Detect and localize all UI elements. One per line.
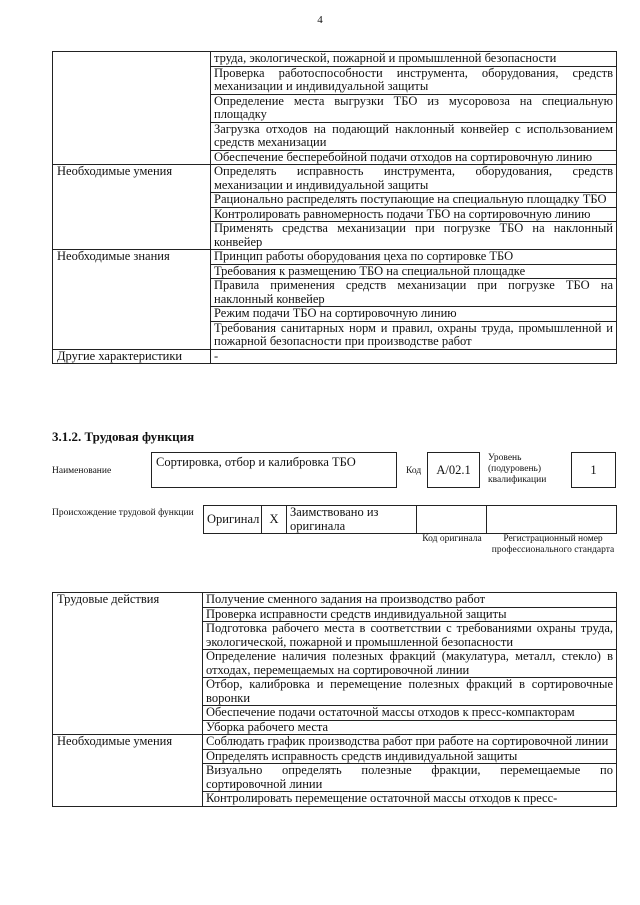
requirement-item: Соблюдать график производства работ при работе на сортировочной линии <box>203 735 617 750</box>
requirement-item: Визуально определять полезные фракции, перемещаемые по сортировочной линии <box>203 764 617 792</box>
level-box <box>571 452 616 488</box>
table-row <box>53 593 617 608</box>
name-label: Наименование <box>52 466 112 476</box>
function-code-box <box>427 452 480 488</box>
requirement-item: Загрузка отходов на подающий наклонный конвейер с использованием средств механизации <box>211 122 617 150</box>
requirements-table-1 <box>52 51 617 364</box>
requirement-item: Получение сменного задания на производство работ <box>203 593 617 608</box>
code-original-cell <box>417 506 487 534</box>
table-2-body <box>53 593 617 807</box>
requirement-item: Проверка работоспособности инструмента, оборудования, средств механизации и индивидуальной защиты <box>211 66 617 94</box>
origin-table <box>203 505 617 534</box>
requirement-item: Проверка исправности средств индивидуальной защиты <box>203 607 617 622</box>
requirement-item: Правила применения средств механизации при погрузке ТБО на наклонный конвейер <box>211 279 617 307</box>
table-row <box>53 52 617 67</box>
requirement-item: Контролировать равномерность подачи ТБО на сортировочную линию <box>211 207 617 222</box>
requirement-item: Уборка рабочего места <box>203 720 617 735</box>
table-row <box>53 250 617 265</box>
row-group-label <box>53 52 211 165</box>
table-row <box>53 735 617 750</box>
requirement-item: Определять исправность инструмента, оборудования, средств механизации и индивидуальной защиты <box>211 165 617 193</box>
requirement-item: Обеспечение бесперебойной подачи отходов на сортировочную линию <box>211 150 617 165</box>
requirement-item: Определять исправность средств индивидуальной защиты <box>203 749 617 764</box>
requirement-item: Режим подачи ТБО на сортировочную линию <box>211 307 617 322</box>
requirements-table-2 <box>52 592 617 807</box>
requirement-item: Применять средства механизации при погрузке ТБО на наклонный конвейер <box>211 222 617 250</box>
row-group-label: Трудовые действия <box>53 593 203 735</box>
requirement-item: Требования к размещению ТБО на специальной площадке <box>211 264 617 279</box>
table-1-body <box>53 52 617 364</box>
row-group-label: Необходимые умения <box>53 735 203 807</box>
requirement-item: Подготовка рабочего места в соответствии с требованиями охраны труда, экологической, пожарной и промышленной безопасности <box>203 622 617 650</box>
requirement-item: Определение места выгрузки ТБО из мусоровоза на специальную площадку <box>211 94 617 122</box>
table-row <box>53 349 617 364</box>
original-mark: X <box>262 506 287 534</box>
origin-label: Происхождение трудовой функции <box>52 508 194 518</box>
requirement-item: труда, экологической, пожарной и промышленной безопасности <box>211 52 617 67</box>
row-group-label: Необходимые знания <box>53 250 211 350</box>
requirement-item: Требования санитарных норм и правил, охраны труда, промышленной и пожарной безопасности при производстве работ <box>211 321 617 349</box>
table-row <box>53 165 617 193</box>
requirement-item: Определение наличия полезных фракций (макулатура, металл, стекло) в отходах, перемещаемых на сортировочной линии <box>203 650 617 678</box>
requirement-item: Рационально распределять поступающие на специальную площадку ТБО <box>211 193 617 208</box>
row-group-label: Необходимые умения <box>53 165 211 250</box>
code-original-caption: Код оригинала <box>422 534 482 544</box>
function-name-value: Сортировка, отбор и калибровка ТБО <box>156 455 356 469</box>
level-label: Уровень (подуровень) квалификации <box>488 453 547 485</box>
requirement-item: Обеспечение подачи остаточной массы отходов к пресс-компакторам <box>203 706 617 721</box>
level-value: 1 <box>590 463 597 477</box>
original-label: Оригинал <box>204 506 262 534</box>
reg-number-cell <box>487 506 617 534</box>
requirement-item: - <box>211 349 617 364</box>
function-name-box <box>151 452 397 488</box>
borrowed-label: Заимствовано из оригинала <box>287 506 417 534</box>
section-title: 3.1.2. Трудовая функция <box>52 429 195 444</box>
code-label: Код <box>406 466 422 476</box>
row-group-label: Другие характеристики <box>53 349 211 364</box>
reg-number-caption: Регистрационный номер профессионального стандарта <box>491 534 615 555</box>
requirement-item: Отбор, калибровка и перемещение полезных фракций в сортировочные воронки <box>203 678 617 706</box>
requirement-item: Контролировать перемещение остаточной массы отходов к пресс- <box>203 792 617 807</box>
function-code-value: A/02.1 <box>436 463 471 477</box>
page-number: 4 <box>317 14 323 26</box>
requirement-item: Принцип работы оборудования цеха по сортировке ТБО <box>211 250 617 265</box>
